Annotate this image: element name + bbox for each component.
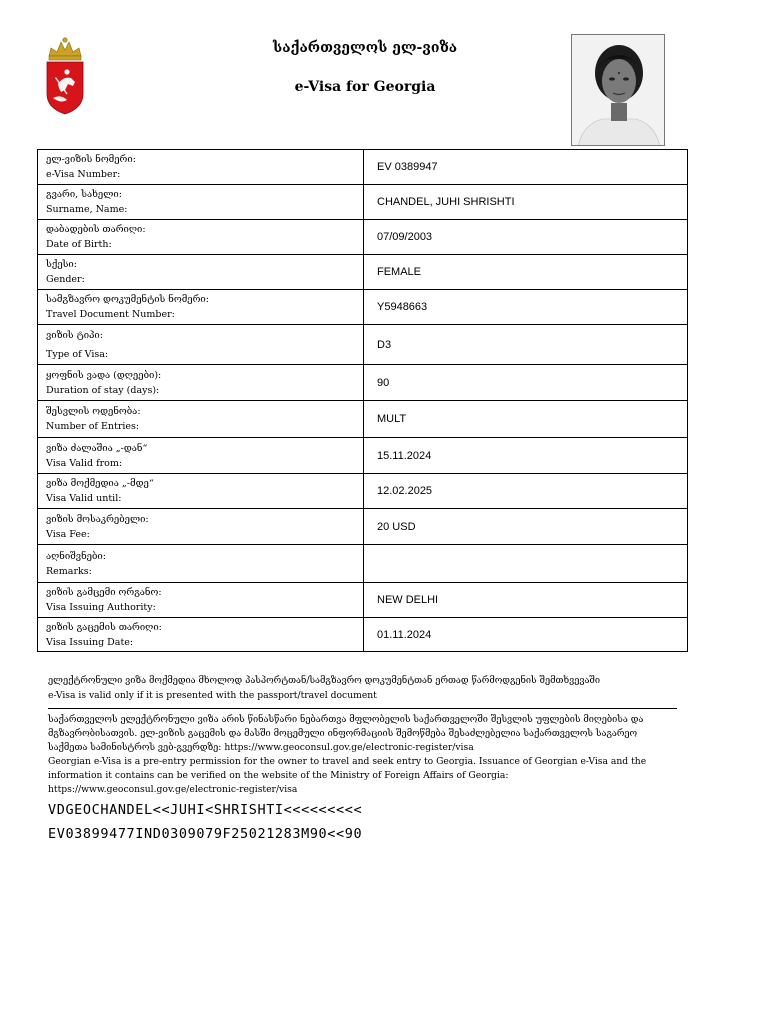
- validity-note-georgian: ელექტრონული ვიზა მოქმედია მხოლოდ პასპორტთან/სამგზავრო დოკუმენტთან ერთად წარმოდგენის შემთხვევაში: [48, 675, 601, 686]
- value-cell: CHANDEL, JUHI SHRISHTI: [364, 185, 688, 220]
- label-ge: ელ-ვიზის ნომერი:: [46, 154, 136, 165]
- document-title-english: e-Visa for Georgia: [294, 79, 436, 95]
- label-cell: [38, 325, 364, 365]
- label-cell: [38, 255, 364, 290]
- label-en: Type of Visa:: [46, 348, 109, 360]
- value-cell: FEMALE: [364, 255, 688, 290]
- value-cell: Y5948663: [364, 290, 688, 325]
- label-cell: [38, 150, 364, 185]
- label-en: Travel Document Number:: [46, 309, 175, 320]
- table-row: [38, 150, 688, 185]
- label-en: Visa Issuing Date:: [46, 636, 134, 648]
- info-note-english: Georgian e-Visa is a pre-entry permission for the owner to travel and seek entry to Georgia. Issuance of Georgian e-Visa and the information it contains can be verified on the website of the Ministry of Foreign Affairs of Georgia: https://www.geoconsul.gov.ge/electronic-register/visa: [48, 756, 647, 795]
- table-row: [38, 618, 688, 652]
- label-en: Date of Birth:: [46, 239, 112, 250]
- divider: [48, 708, 677, 709]
- label-cell: [38, 583, 364, 618]
- label-cell: [38, 509, 364, 545]
- table-row: [38, 325, 688, 365]
- label-ge: ვიზის გამცემი ორგანო:: [46, 587, 162, 598]
- validity-note-english: e-Visa is valid only if it is presented with the passport/travel document: [48, 690, 377, 701]
- label-cell: [38, 401, 364, 438]
- label-ge: ვიზის მოსაკრებელი:: [46, 513, 149, 525]
- label-en: Visa Valid until:: [46, 493, 122, 504]
- label-en: Duration of stay (days):: [46, 384, 160, 396]
- label-en: Remarks:: [46, 565, 92, 577]
- label-cell: [38, 474, 364, 509]
- table-row: [38, 509, 688, 545]
- table-row: [38, 474, 688, 509]
- value-cell: NEW DELHI: [364, 583, 688, 618]
- visa-details-table: [37, 149, 688, 652]
- value-cell: 07/09/2003: [364, 220, 688, 255]
- info-note-georgian: საქართველოს ელექტრონული ვიზა არის წინასწარი ნებართვა მფლობელის საქართველოში შესვლის უფლების მიღებისა და მგზავრობისათვის. ელ-ვიზის გაცემის და მასში მოცემული ინფორმაციის შემოწმება შესაძლებელია საქართველოს საგარეო საქმეთა სამინისტროს ვებ-გვერდზე: https://www.geoconsul.gov.ge/electronic-register/visa: [48, 714, 644, 753]
- label-en: Number of Entries:: [46, 421, 140, 432]
- label-ge: სქესი:: [46, 259, 77, 270]
- value-cell: 15.11.2024: [364, 438, 688, 474]
- label-ge: შესვლის ოდენობა:: [46, 406, 141, 417]
- label-cell: [38, 220, 364, 255]
- label-ge: ყოფნის ვადა (დღეები):: [46, 369, 162, 381]
- label-ge: ვიზის გაცემის თარიღი:: [46, 621, 162, 633]
- value-cell: EV 0389947: [364, 150, 688, 185]
- table-row: [38, 401, 688, 438]
- label-ge: ვიზა ძალაშია „-დან“: [46, 442, 148, 454]
- table-row: [38, 583, 688, 618]
- value-cell: [364, 545, 688, 583]
- table-row: [38, 290, 688, 325]
- table-row: [38, 438, 688, 474]
- table-row: [38, 185, 688, 220]
- label-en: Visa Fee:: [46, 528, 90, 540]
- label-cell: [38, 290, 364, 325]
- table-row: [38, 255, 688, 290]
- label-en: e-Visa Number:: [46, 169, 121, 180]
- label-ge: სამგზავრო დოკუმენტის ნომერი:: [46, 294, 209, 305]
- table-row: [38, 220, 688, 255]
- holder-photo: [571, 34, 665, 146]
- label-cell: [38, 438, 364, 474]
- value-cell: 90: [364, 365, 688, 401]
- table-row: [38, 365, 688, 401]
- document-title-georgian: საქართველოს ელ-ვიზა: [272, 40, 458, 56]
- label-ge: გვარი, სახელი:: [46, 189, 122, 200]
- mrz-line-2: EV03899477IND0309079F25021283M90<<90: [48, 826, 363, 842]
- value-cell: 12.02.2025: [364, 474, 688, 509]
- label-en: Surname, Name:: [46, 204, 128, 215]
- value-cell: 20 USD: [364, 509, 688, 545]
- label-cell: [38, 365, 364, 401]
- label-en: Gender:: [46, 274, 85, 285]
- value-cell: 01.11.2024: [364, 618, 688, 652]
- label-cell: [38, 618, 364, 652]
- mrz-line-1: VDGEOCHANDEL<<JUHI<SHRISHTI<<<<<<<<<: [48, 802, 363, 818]
- label-en: Visa Issuing Authority:: [46, 602, 156, 613]
- value-cell: D3: [364, 325, 688, 365]
- georgia-coat-of-arms-icon: [37, 34, 93, 116]
- label-ge: ვიზის ტიპი:: [46, 329, 103, 341]
- label-en: Visa Valid from:: [46, 457, 123, 469]
- value-cell: MULT: [364, 401, 688, 438]
- label-cell: [38, 545, 364, 583]
- table-row: [38, 545, 688, 583]
- label-ge: დაბადების თარიღი:: [46, 224, 146, 235]
- label-ge: აღნიშვნები:: [46, 550, 106, 562]
- label-ge: ვიზა მოქმედია „-მდე“: [46, 478, 154, 489]
- label-cell: [38, 185, 364, 220]
